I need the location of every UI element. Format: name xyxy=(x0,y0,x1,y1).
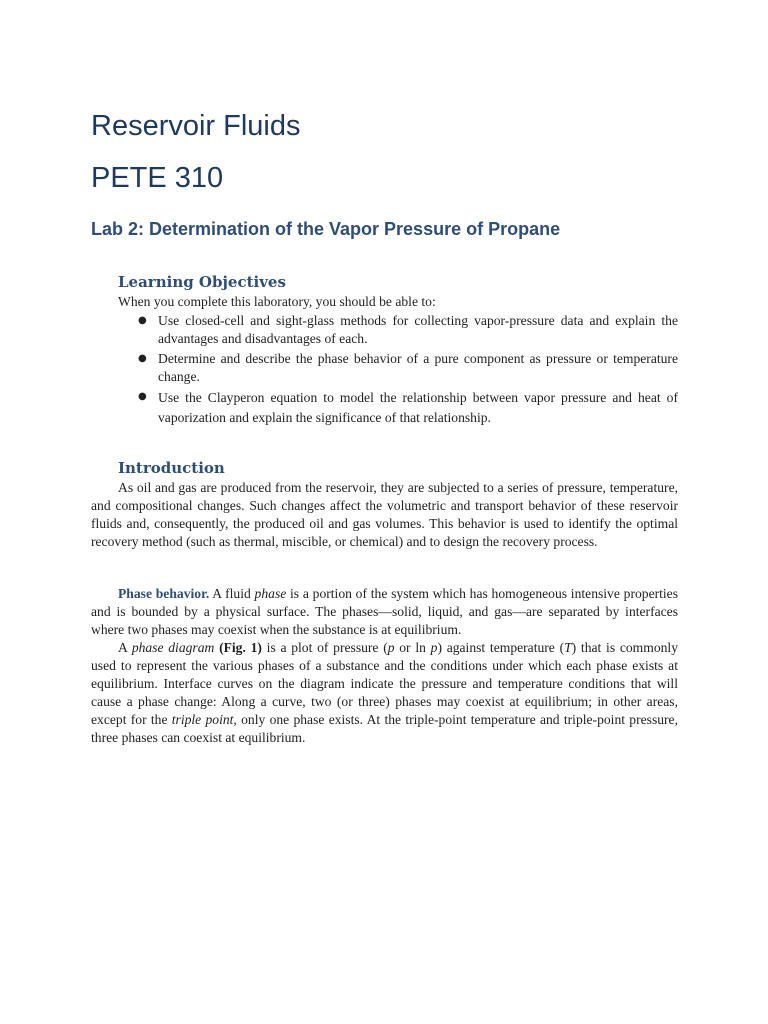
term-phase-diagram: phase diagram xyxy=(131,640,215,655)
text-run: is a plot of pressure ( xyxy=(261,640,388,655)
introduction-paragraph: As oil and gas are produced from the reservoir, they are subjected to a series of pressure, temperature, and compositional changes. Such changes affect the volumetric and transport behavior of these reservoir fluids and, consequently, the produced oil and gas volumes. This behavior is used to identify the optimal recovery method (such as thermal, miscible, or chemical) and to design the recovery process. xyxy=(91,480,678,549)
text-run: A xyxy=(118,640,132,655)
learning-objectives-heading: Learning Objectives xyxy=(118,273,286,291)
phase-behavior-paragraph-1 xyxy=(91,585,678,639)
symbol-t: T xyxy=(564,640,572,655)
objective-text: Determine and describe the phase behavior of a pure component as pressure or temperature change. xyxy=(158,351,678,384)
term-triple-point: triple point, xyxy=(171,712,237,727)
introduction-heading: Introduction xyxy=(118,459,225,477)
list-item xyxy=(91,312,678,348)
document-title: Reservoir Fluids xyxy=(91,110,301,142)
text-run: or ln xyxy=(394,640,431,655)
text-run: ) against temperature ( xyxy=(437,640,565,655)
run-in-heading: Phase behavior. xyxy=(118,586,210,601)
text-run: ) that is commonly used to represent the various phases of a substance and the conditions under which each phase exists at equilibrium. Interface curves on the diagram indicate the pressure and temperature conditions that will cause a phase change: Along a curve, two (or three) phases may coexist at equilibrium; in other areas, except for the xyxy=(91,640,678,727)
symbol-p: p xyxy=(430,640,438,655)
objectives-intro: When you complete this laboratory, you should be able to: xyxy=(118,294,436,309)
figure-reference: (Fig. 1) xyxy=(214,640,262,655)
course-code: PETE 310 xyxy=(91,162,224,194)
objective-text: Use the Clayperon equation to model the relationship between vapor pressure and heat of vaporization and explain the significance of that relationship. xyxy=(158,390,678,425)
document-page xyxy=(91,0,678,1024)
lab-title: Lab 2: Determination of the Vapor Pressure of Propane xyxy=(91,219,561,239)
text-run: only one phase exists. At the triple-point temperature and triple-point pressure, three phases can coexist at equilibrium. xyxy=(91,712,678,745)
list-item xyxy=(91,388,678,428)
phase-behavior-paragraph-2 xyxy=(91,639,678,747)
text-run: A fluid xyxy=(209,586,255,601)
symbol-p: p xyxy=(387,640,395,655)
bullet-icon: ● xyxy=(138,353,147,364)
objectives-list xyxy=(91,312,678,430)
term-phase: phase xyxy=(254,586,287,601)
objective-text: Use closed-cell and sight-glass methods for collecting vapor-pressure data and explain the advantages and disadvantages of each. xyxy=(158,313,678,346)
list-item xyxy=(91,350,678,386)
bullet-icon: ● xyxy=(138,391,147,402)
bullet-icon: ● xyxy=(138,315,147,326)
text-run: is a portion of the system which has homogeneous intensive properties and is bounded by a physical surface. The phases—solid, liquid, and gas—are separated by interfaces where two phases may coexist when the substance is at equilibrium. xyxy=(91,586,679,637)
